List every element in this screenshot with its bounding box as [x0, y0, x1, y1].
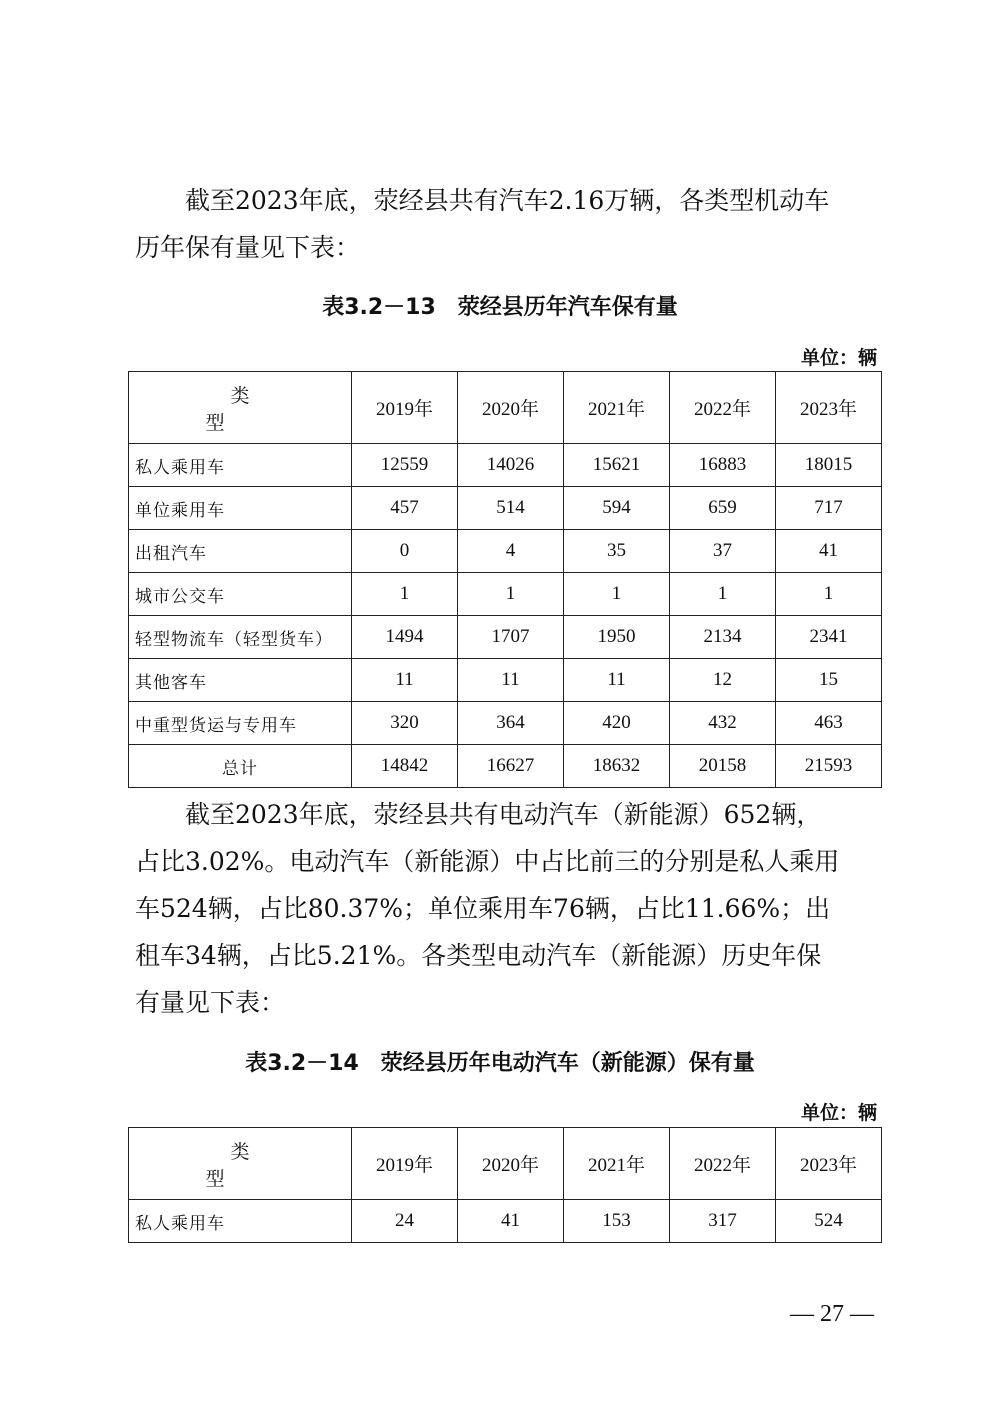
row-label: 私人乘用车: [129, 1200, 352, 1243]
intro-paragraph: [135, 177, 877, 271]
table-cell: 1: [670, 573, 776, 616]
table-row: [129, 616, 882, 659]
table-cell: 12559: [352, 444, 458, 487]
table2-unit: 单位：辆: [800, 1102, 877, 1124]
ev-paragraph-line: 有量见下表：: [135, 988, 286, 1017]
table-cell: 317: [670, 1200, 776, 1243]
table-cell: 457: [352, 487, 458, 530]
row-label: 总计: [129, 745, 352, 788]
table-cell: 18015: [776, 444, 882, 487]
table-cell: 2341: [776, 616, 882, 659]
table-cell: 153: [564, 1200, 670, 1243]
row-label: 私人乘用车: [129, 444, 352, 487]
table-cell: 18632: [564, 745, 670, 788]
table-row: [129, 659, 882, 702]
table-cell: 16883: [670, 444, 776, 487]
ev-paragraph-line: 租车34辆，占比5.21%。各类型电动汽车（新能源）历史年保: [135, 941, 822, 970]
table-cell: 14026: [458, 444, 564, 487]
table-cell: 524: [776, 1200, 882, 1243]
row-label: 轻型物流车（轻型货车）: [129, 616, 352, 659]
table1-caption: 表3.2－13 荥经县历年汽车保有量: [322, 295, 678, 320]
table-cell: 514: [458, 487, 564, 530]
table-cell: 24: [352, 1200, 458, 1243]
table-cell: 1: [564, 573, 670, 616]
row-label: 其他客车: [129, 659, 352, 702]
table-cell: 35: [564, 530, 670, 573]
table-cell: 16627: [458, 745, 564, 788]
column-header-type: 类 型: [129, 372, 352, 444]
table-cell: 717: [776, 487, 882, 530]
column-header-year: 2022年: [670, 372, 776, 444]
table-cell: 1: [458, 573, 564, 616]
table-cell: 41: [458, 1200, 564, 1243]
table-cell: 11: [458, 659, 564, 702]
row-label: 城市公交车: [129, 573, 352, 616]
table-cell: 1950: [564, 616, 670, 659]
table-cell: 320: [352, 702, 458, 745]
table-cell: 432: [670, 702, 776, 745]
column-header-year: 2020年: [458, 1128, 564, 1200]
table-cell: 12: [670, 659, 776, 702]
column-header-year: 2020年: [458, 372, 564, 444]
table-row: [129, 745, 882, 788]
table-row: [129, 1200, 882, 1243]
page-number: — 27 —: [790, 1301, 874, 1327]
table-cell: 364: [458, 702, 564, 745]
table-cell: 11: [564, 659, 670, 702]
ev-paragraph: [135, 791, 877, 1026]
row-label: 单位乘用车: [129, 487, 352, 530]
column-header-type: 类 型: [129, 1128, 352, 1200]
ev-paragraph-line: 占比3.02%。电动汽车（新能源）中占比前三的分别是私人乘用: [135, 847, 840, 876]
ev-ownership-table: [128, 1127, 882, 1243]
column-header-year: 2022年: [670, 1128, 776, 1200]
table-cell: 41: [776, 530, 882, 573]
table-row: [129, 487, 882, 530]
table-cell: 4: [458, 530, 564, 573]
table-cell: 37: [670, 530, 776, 573]
ev-paragraph-line: 车524辆，占比80.37%；单位乘用车76辆，占比11.66%；出: [135, 894, 831, 923]
column-header-year: 2019年: [352, 372, 458, 444]
table-cell: 1707: [458, 616, 564, 659]
table-cell: 659: [670, 487, 776, 530]
table-cell: 20158: [670, 745, 776, 788]
column-header-year: 2023年: [776, 1128, 882, 1200]
table1-unit: 单位：辆: [800, 347, 877, 369]
intro-line: 截至2023年底，荥经县共有汽车2.16万辆，各类型机动车: [185, 186, 830, 215]
ev-paragraph-line: 截至2023年底，荥经县共有电动汽车（新能源）652辆，: [185, 800, 822, 829]
table-row: [129, 573, 882, 616]
vehicle-ownership-table: [128, 371, 882, 788]
table-cell: 21593: [776, 745, 882, 788]
table-cell: 463: [776, 702, 882, 745]
table-cell: 15: [776, 659, 882, 702]
table-cell: 14842: [352, 745, 458, 788]
table-header-row: [129, 1128, 882, 1200]
table-header-row: [129, 372, 882, 444]
table2-caption: 表3.2－14 荥经县历年电动汽车（新能源）保有量: [245, 1051, 755, 1076]
table-cell: 11: [352, 659, 458, 702]
table-cell: 420: [564, 702, 670, 745]
column-header-year: 2021年: [564, 372, 670, 444]
table-cell: 1: [776, 573, 882, 616]
column-header-year: 2023年: [776, 372, 882, 444]
table-cell: 1494: [352, 616, 458, 659]
column-header-year: 2021年: [564, 1128, 670, 1200]
table-cell: 15621: [564, 444, 670, 487]
table-row: [129, 530, 882, 573]
table-cell: 1: [352, 573, 458, 616]
table-cell: 0: [352, 530, 458, 573]
row-label: 出租汽车: [129, 530, 352, 573]
table-row: [129, 702, 882, 745]
intro-line: 历年保有量见下表：: [135, 233, 361, 262]
row-label: 中重型货运与专用车: [129, 702, 352, 745]
table-row: [129, 444, 882, 487]
table-cell: 2134: [670, 616, 776, 659]
column-header-year: 2019年: [352, 1128, 458, 1200]
table-cell: 594: [564, 487, 670, 530]
